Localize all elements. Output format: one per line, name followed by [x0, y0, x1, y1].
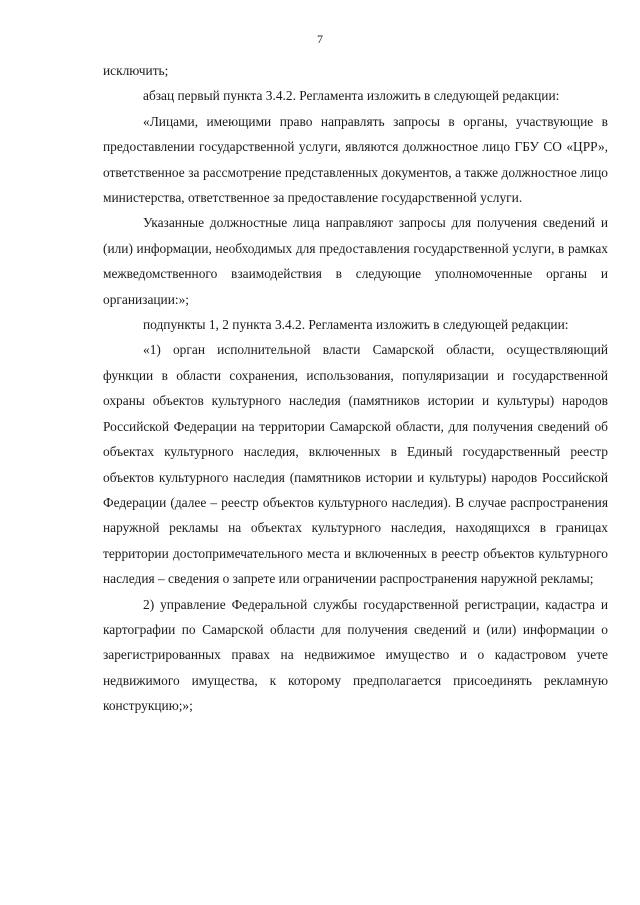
- paragraph-officials-send-requests: Указанные должностные лица направляют запросы для получения сведений и (или) информации, необходимых для предоставления государственной услуги, в рамках межведомственного взаимодействия в следующие уполномоченные органы и организации:»;: [103, 215, 608, 307]
- paragraph-subitem-2: 2) управление Федеральной службы государственной регистрации, кадастра и картографии по Самарской области для получения сведений и (или) информации о зарегистрированных правах на недвижимое имущество и о кадастровом учете недвижимого имущества, к которому предполагается присоединять рекламную конструкцию;»;: [103, 596, 608, 714]
- page-number: 7: [317, 32, 323, 46]
- paragraph-persons-entitled: «Лицами, имеющими право направлять запросы в органы, участвующие в предоставлении государственной услуги, являются должностное лицо ГБУ СО «ЦРР», ответственное за рассмотрение представленных документов, а также должностное лицо министерства, ответственное за предоставление государственной услуги.: [103, 113, 608, 206]
- document-body: [103, 58, 608, 719]
- paragraph-subitem-1: «1) орган исполнительной власти Самарской области, осуществляющий функции в области сохранения, использования, популяризации и государственной охраны объектов культурного наследия (памятников истории и культуры) народов Российской Федерации на территории Самарской области, для получения сведений об объектах культурного наследия, включенных в Единый государственный реестр объектов культурного наследия (памятников истории и культуры) народов Российской Федерации (далее – реестр объектов культурного наследия). В случае распространения наружной рекламы на объектах культурного наследия, находящихся в границах территории достопримечательного места и включенных в реестр объектов культурного наследия – сведения о запрете или ограничении распространения наружной рекламы;: [103, 342, 608, 587]
- paragraph-exclude: исключить;: [103, 63, 169, 78]
- paragraph-amend-subitems: подпункты 1, 2 пункта 3.4.2. Регламента изложить в следующей редакции:: [143, 317, 569, 333]
- paragraph-amend-first-abzac: абзац первый пункта 3.4.2. Регламента изложить в следующей редакции:: [143, 88, 560, 104]
